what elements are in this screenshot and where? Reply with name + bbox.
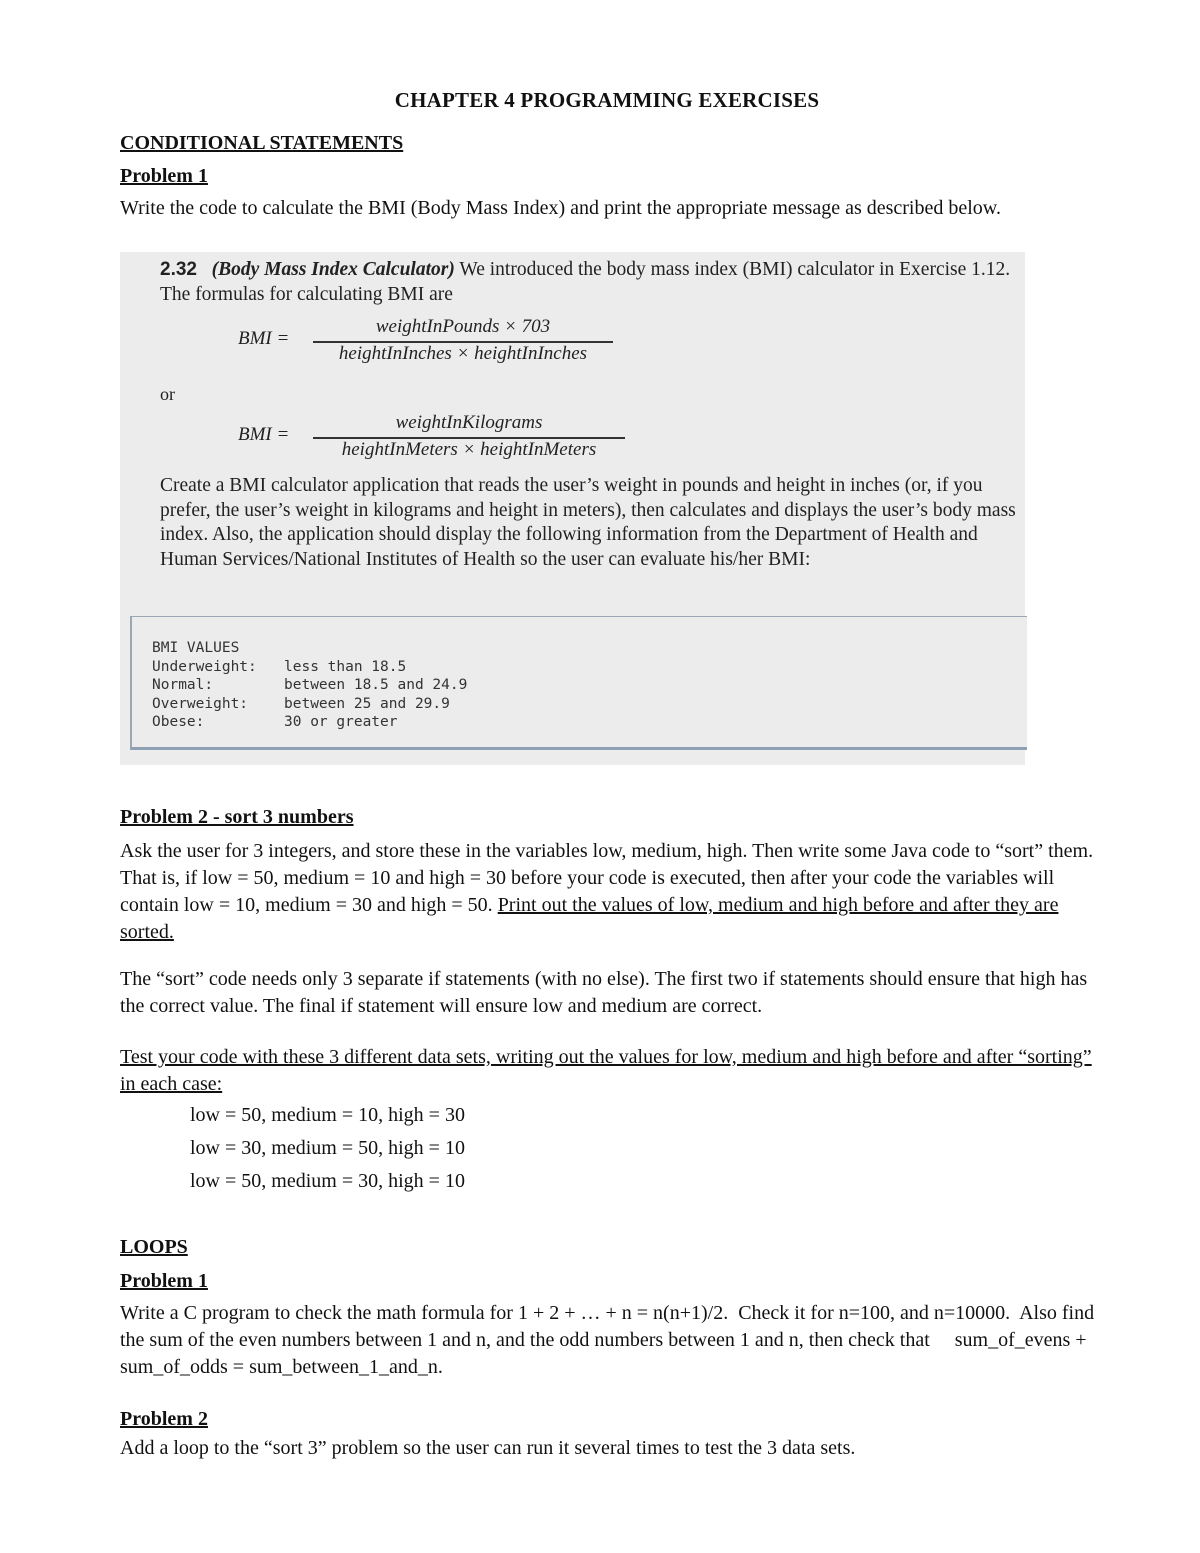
formula-numerator: weightInKilograms (395, 412, 543, 433)
bmi-range: 30 or greater (284, 714, 398, 730)
excerpt-intro (160, 258, 1020, 307)
data-set-item: low = 50, medium = 10, high = 30 (190, 1104, 465, 1126)
bmi-category: Underweight: (152, 658, 257, 675)
problem-text: Write a C program to check the math formula for 1 + 2 + … + n = n(n+1)/2. Check it for n=100, and n=10000. Also find the sum of the even numbers between 1 and n, and the odd numbers between 1 and n, then check that sum_of_evens + sum_of_odds = sum_between_1_and_n. (120, 1302, 1100, 1378)
bmi-category: Obese: (152, 714, 205, 730)
exercise-number: 2.32 (160, 259, 197, 280)
table-row (152, 713, 467, 732)
bmi-category: Overweight: (152, 695, 249, 712)
textbook-excerpt-image (120, 252, 1025, 765)
problem-text (120, 838, 1095, 946)
data-set-item: low = 30, medium = 50, high = 10 (190, 1137, 465, 1159)
bmi-range: between 18.5 and 24.9 (284, 677, 468, 693)
page-title: CHAPTER 4 PROGRAMMING EXERCISES (394, 88, 820, 112)
formula-denominator: heightInMeters × heightInMeters (341, 439, 597, 460)
table-row (152, 676, 467, 695)
bmi-formula-pounds (238, 316, 638, 366)
table-row (152, 695, 467, 714)
problem-text: Write the code to calculate the BMI (Body Mass Index) and print the appropriate message as described below. (120, 197, 1001, 219)
bmi-formula-kilograms (238, 412, 638, 462)
formula-label: BMI = (238, 424, 290, 445)
table-row (152, 658, 467, 677)
problem-text-underlined: Print out the values of low, medium and high before and after they are sorted. (120, 894, 1059, 943)
excerpt-body: Create a BMI calculator application that reads the user’s weight in pounds and height in inches (or, if you prefer, the user’s weight in kilograms and height in meters), then calculates and displays the user’s body mass index. Also, the application should display the following information from the Department of Health and Human Services/National Institutes of Health so the user can evaluate his/her BMI: (160, 475, 1016, 570)
exercise-intro-text: We introduced the body mass index (BMI) calculator in Exercise 1.12. The formulas for calculating BMI are (160, 259, 1011, 305)
problem-heading: Problem 2 - sort 3 numbers (120, 806, 354, 828)
bmi-values-title: BMI VALUES (152, 640, 240, 656)
formula-label: BMI = (238, 328, 290, 349)
problem-heading: Problem 1 (120, 1270, 208, 1292)
problem-text-part: Ask the user for 3 integers, and store these in the variables low, medium, high. Then write some Java code to “sort” them. That is, if low = 50, medium = 10 and high = 30 before your code is executed, then after your code the variables will contain low = 10, medium = 30 and high = 50. (120, 840, 1094, 916)
section-heading-conditional: CONDITIONAL STATEMENTS (120, 132, 404, 154)
exercise-title: (Body Mass Index Calculator) (211, 259, 455, 280)
bmi-range: between 25 and 29.9 (284, 695, 450, 712)
bmi-range: less than 18.5 (284, 658, 407, 675)
data-set-item: low = 50, medium = 30, high = 10 (190, 1170, 465, 1192)
problem-heading: Problem 1 (120, 165, 208, 187)
problem-text: The “sort” code needs only 3 separate if statements (with no else). The first two if statements should ensure that high has the correct value. The final if statement will ensure low and medium are correct. (120, 968, 1088, 1017)
bmi-values-table (152, 639, 467, 732)
problem-instructions: Test your code with these 3 different data sets, writing out the values for low, medium and high before and after “sorting” in each case: (120, 1046, 1092, 1095)
bmi-category: Normal: (152, 677, 214, 693)
section-heading-loops: LOOPS (120, 1236, 188, 1258)
bmi-values-box (130, 616, 1027, 750)
problem-text: Add a loop to the “sort 3” problem so the user can run it several times to test the 3 data sets. (120, 1437, 856, 1459)
problem-heading: Problem 2 (120, 1408, 208, 1430)
formula-denominator: heightInInches × heightInInches (338, 343, 588, 364)
formula-numerator: weightInPounds × 703 (375, 316, 551, 337)
formula-or: or (160, 384, 175, 404)
